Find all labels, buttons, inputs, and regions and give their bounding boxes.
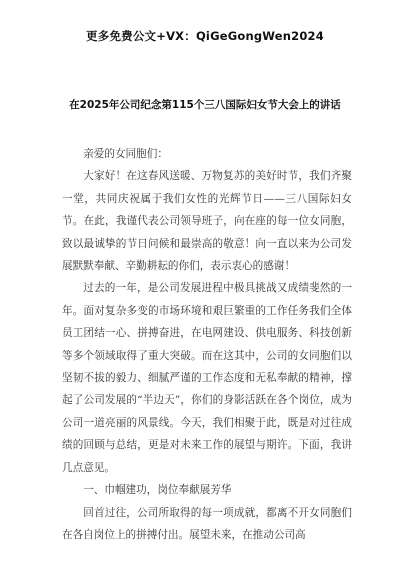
salutation: 亲爱的女同胞们： — [83, 148, 168, 160]
paragraph-section-one: 回首过往，公司所取得的每一项成就，都离不开女同胞们在各自岗位上的拼搏付出。展望未来，在推动公司高 — [62, 506, 352, 541]
document-title: 在2025年公司纪念第115个三八国际妇女节大会上的讲话 — [69, 99, 341, 111]
promo-header: 更多免费公文+VX：QiGeGongWen2024 — [86, 29, 324, 43]
section-heading: 一、巾帼建功，岗位奉献展芳华 — [83, 484, 232, 497]
paragraph-review: 过去的一年，是公司发展进程中极具挑战又成绩斐然的一年。面对复杂多变的市场环境和艰巨繁重的工作任务我们全体员工团结一心、拼搏奋进，在电网建设、供电服务、科技创新等多个领域取得了重大突破。而在这其中，公司的女同胞们以坚韧不拔的毅力、细腻严谨的工作态度和无私奉献的精神，撑起了公司发展的“半边天”，你们的身影活跃在各个岗位，成为公司一道亮丽的风景线。今天，我们相聚于此，既是对过往成绩的回顾与总结，更是对未来工作的展望与期许。下面，我讲几点意见。 — [62, 282, 352, 474]
document-body — [62, 143, 352, 546]
paragraph-greeting: 大家好！在这春风送暖、万物复苏的美好时节，我们齐聚一堂，共同庆祝属于我们女性的光辉节日——三八国际妇女节。在此，我谨代表公司领导班子，向在座的每一位女同胞，致以最诚挚的节日问候和最崇高的敬意！向一直以来为公司发展默默奉献、辛勤耕耘的你们，表示衷心的感谢！ — [62, 170, 352, 273]
